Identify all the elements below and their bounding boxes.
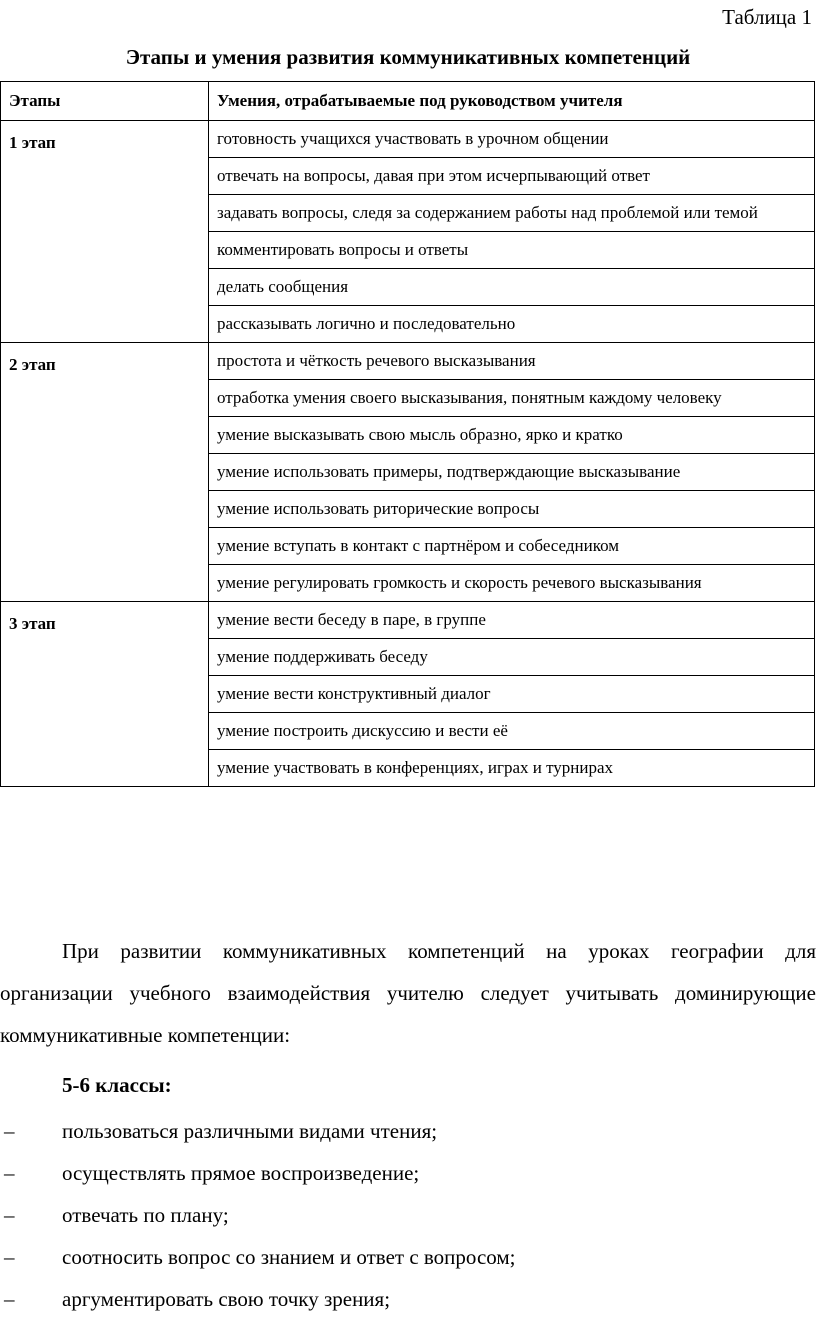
skill-cell: делать сообщения bbox=[209, 269, 815, 306]
table-row bbox=[1, 343, 815, 380]
list-item-text: отвечать по плану; bbox=[62, 1203, 229, 1227]
list-item bbox=[0, 1236, 816, 1278]
skill-cell: умение регулировать громкость и скорость речевого высказывания bbox=[209, 565, 815, 602]
dash-marker: – bbox=[4, 1161, 15, 1185]
skill-cell: готовность учащихся участвовать в урочном общении bbox=[209, 121, 815, 158]
skill-cell: умение вести беседу в паре, в группе bbox=[209, 602, 815, 639]
skill-cell: умение вступать в контакт с партнёром и собеседником bbox=[209, 528, 815, 565]
header-skills: Умения, отрабатываемые под руководством учителя bbox=[209, 82, 815, 121]
intro-paragraph: При развитии коммуникативных компетенций на уроках географии для организации учебного взаимодействия учителю следует учитывать доминирующие коммуникативные компетенции: bbox=[0, 939, 816, 1047]
table-body bbox=[1, 121, 815, 787]
list-item-text: пользоваться различными видами чтения; bbox=[62, 1119, 438, 1143]
table-header-row bbox=[1, 82, 815, 121]
body-text bbox=[0, 930, 816, 1320]
list-item-text: соотносить вопрос со знанием и ответ с вопросом; bbox=[62, 1245, 516, 1269]
skill-cell: комментировать вопросы и ответы bbox=[209, 232, 815, 269]
stage-label: 2 этап bbox=[1, 343, 209, 602]
skill-cell: задавать вопросы, следя за содержанием работы над проблемой или темой bbox=[209, 195, 815, 232]
skill-cell: простота и чёткость речевого высказывания bbox=[209, 343, 815, 380]
dash-marker: – bbox=[4, 1245, 15, 1269]
dash-marker: – bbox=[4, 1203, 15, 1227]
grade-heading: 5-6 классы: bbox=[62, 1073, 172, 1097]
bullet-list bbox=[0, 1110, 816, 1320]
dash-marker: – bbox=[4, 1287, 15, 1311]
list-item bbox=[0, 1152, 816, 1194]
list-item bbox=[0, 1194, 816, 1236]
stages-table bbox=[0, 81, 815, 787]
skill-cell: умение вести конструктивный диалог bbox=[209, 676, 815, 713]
dash-marker: – bbox=[4, 1119, 15, 1143]
list-item-text: аргументировать свою точку зрения; bbox=[62, 1287, 391, 1311]
list-item-text: осуществлять прямое воспроизведение; bbox=[62, 1161, 420, 1185]
skill-cell: умение использовать риторические вопросы bbox=[209, 491, 815, 528]
skill-cell: отвечать на вопросы, давая при этом исчерпывающий ответ bbox=[209, 158, 815, 195]
skill-cell: отработка умения своего высказывания, понятным каждому человеку bbox=[209, 380, 815, 417]
skill-cell: умение поддерживать беседу bbox=[209, 639, 815, 676]
skill-cell: умение участвовать в конференциях, играх и турнирах bbox=[209, 750, 815, 787]
stage-label: 1 этап bbox=[1, 121, 209, 343]
skill-cell: умение использовать примеры, подтверждающие высказывание bbox=[209, 454, 815, 491]
skill-cell: умение построить дискуссию и вести её bbox=[209, 713, 815, 750]
table-row bbox=[1, 602, 815, 639]
list-item bbox=[0, 1110, 816, 1152]
table-title: Этапы и умения развития коммуникативных компетенций bbox=[125, 45, 691, 69]
skill-cell: умение высказывать свою мысль образно, ярко и кратко bbox=[209, 417, 815, 454]
list-item bbox=[0, 1278, 816, 1320]
stage-label: 3 этап bbox=[1, 602, 209, 787]
header-stages: Этапы bbox=[1, 82, 209, 121]
skill-cell: рассказывать логично и последовательно bbox=[209, 306, 815, 343]
table-row bbox=[1, 121, 815, 158]
table-number: Таблица 1 bbox=[722, 5, 812, 29]
